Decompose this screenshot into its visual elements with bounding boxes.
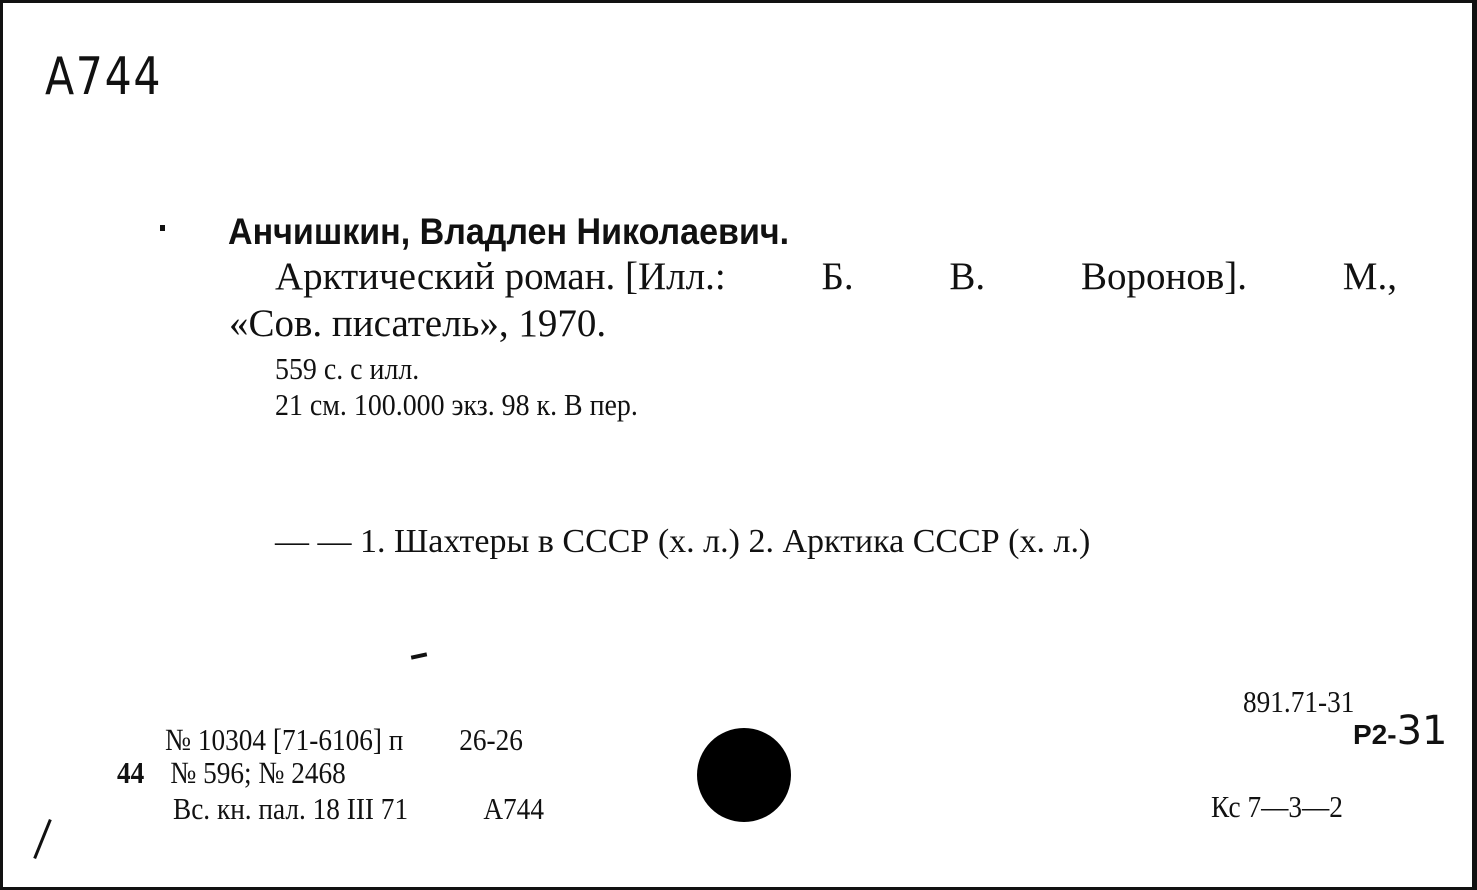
chamber-date: Вс. кн. пал. 18 III 71: [173, 791, 409, 826]
registration-numbers: № 596; № 2468: [170, 755, 346, 790]
classification-index: 891.71-31: [1243, 684, 1355, 719]
footer-line-1: [165, 722, 523, 758]
order-code: 26-26: [459, 722, 523, 757]
author-sign: А744: [483, 791, 544, 826]
title-text: Арктический роман. [Илл.:: [275, 255, 726, 298]
illustrator-surname: Воронов].: [1080, 255, 1247, 298]
handwritten-call-number: A744: [45, 47, 163, 107]
footer-line-3: [173, 791, 544, 827]
card-count: 44: [117, 755, 145, 790]
kc-number: Кс 7—3—2: [1211, 789, 1343, 824]
title-line: [275, 254, 1397, 299]
subject-headings: — — 1. Шахтеры в СССР (х. л.) 2. Арктика СССР (х. л.): [275, 523, 1091, 560]
shelf-mark-printed: Р2-: [1353, 719, 1397, 750]
ink-dot-mark: [160, 225, 165, 231]
stray-ink-mark: [411, 652, 427, 659]
shelf-mark-handwritten: 31: [1396, 708, 1448, 754]
shelf-mark: [1353, 708, 1447, 754]
order-number: № 10304 [71-6106] п: [165, 722, 404, 757]
punch-hole: [697, 728, 791, 822]
footer-line-2: [117, 755, 346, 791]
publication-place: М.,: [1342, 255, 1397, 298]
physical-description-line: 21 см. 100.000 экз. 98 к. В пер.: [275, 387, 638, 422]
pages-line: 559 с. с илл.: [275, 351, 420, 386]
pencil-slash-mark: [33, 819, 52, 859]
illustrator-initial-2: В.: [949, 255, 986, 298]
publisher-line: «Сов. писатель», 1970.: [229, 302, 607, 345]
illustrator-initial-1: Б.: [821, 255, 854, 298]
author-heading: Анчишкин, Владлен Николаевич.: [228, 211, 790, 252]
